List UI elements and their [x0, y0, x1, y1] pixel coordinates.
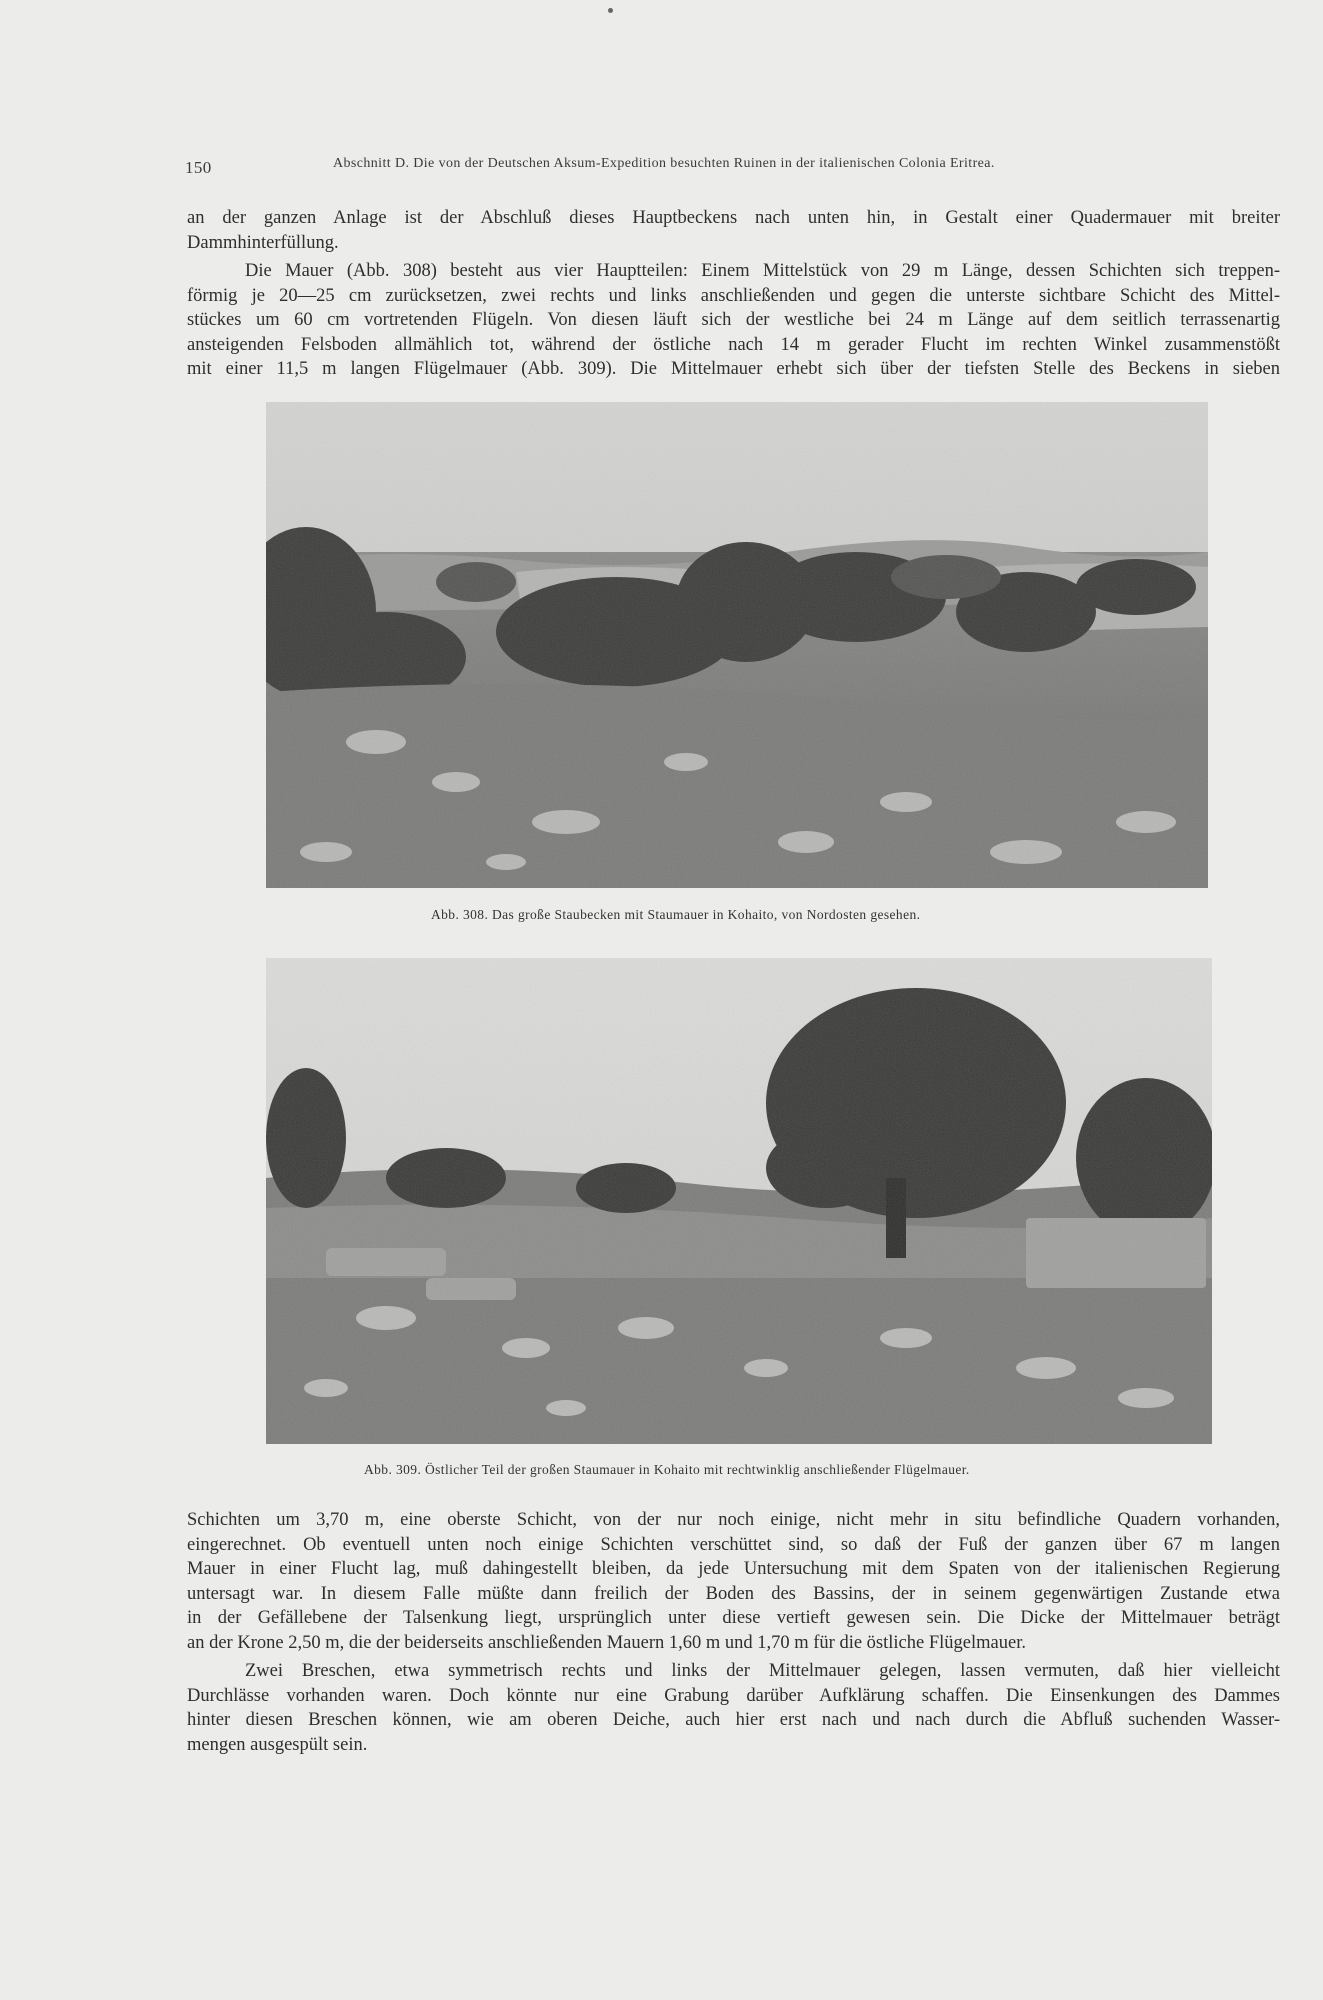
text-line: hinter diesen Breschen können, wie am oberen Deiche, auch hier erst nach und nach durch die Abfluß suchenden Wasser- — [187, 1710, 1280, 1730]
page-number: 150 — [185, 158, 212, 177]
text-line: Durchlässe vorhanden waren. Doch könnte nur eine Grabung darüber Aufklärung schaffen. Die Einsenkungen des Dammes — [187, 1685, 1280, 1706]
text-line: stückes um 60 cm vortretenden Flügeln. Von diesen läuft sich der westliche bei 24 m Länge auf dem seitlich terrassenartig — [187, 310, 1280, 330]
paragraph-intro — [187, 206, 1280, 255]
text-line: an der Krone 2,50 m, die der beiderseits anschließenden Mauern 1,60 m und 1,70 m für die östliche Flügelmauer. — [187, 1632, 1026, 1653]
text-line: mengen ausgespült sein. — [187, 1734, 368, 1755]
text-line: in der Gefällebene der Talsenkung liegt, ursprünglich unter diese vertieft gewesen sein. Die Dicke der Mittelmauer beträgt — [187, 1608, 1280, 1628]
paragraph-wall-description — [187, 259, 1280, 382]
text-line: Zwei Breschen, etwa symmetrisch rechts und links der Mittelmauer gelegen, lassen vermuten, daß hier vielleicht — [245, 1661, 1280, 1681]
text-line: mit einer 11,5 m langen Flügelmauer (Abb. 309). Die Mittelmauer erhebt sich über der tiefsten Stelle des Beckens in sieben — [187, 359, 1280, 379]
text-line: ansteigenden Felsboden allmählich tot, während der östliche nach 14 m gerader Flucht im rechten Winkel zusammenstößt — [187, 334, 1280, 355]
text-line: Dammhinterfüllung. — [187, 232, 339, 253]
text-line: Schichten um 3,70 m, eine oberste Schicht, von der nur noch einige, nicht mehr in situ befindliche Quadern vorhanden, — [187, 1510, 1280, 1530]
text-line: eingerechnet. Ob eventuell unten noch einige Schichten verschüttet sind, so daß der Fuß der ganzen über 67 m langen — [187, 1534, 1280, 1555]
figure-309-photo — [266, 958, 1212, 1444]
text-line: an der ganzen Anlage ist der Abschluß dieses Hauptbeckens nach unten hin, in Gestalt einer Quadermauer mit breiter — [187, 208, 1280, 228]
figure-309-caption: Abb. 309. Östlicher Teil der großen Staumauer in Kohaito mit rechtwinklig anschließender Flügelmauer. — [364, 1462, 970, 1477]
paragraph-breaches — [187, 1659, 1280, 1757]
running-title: Abschnitt D. Die von der Deutschen Aksum-Expedition besuchten Ruinen in der italienischen Colonia Eritrea. — [333, 156, 995, 171]
text-line: förmig je 20—25 cm zurücksetzen, zwei rechts und links anschließenden und gegen die unterste sichtbare Schicht des Mittel- — [187, 285, 1280, 306]
text-line: untersagt war. In diesem Falle müßte dann freilich der Boden des Bassins, der in seinem gegenwärtigen Zustande etwa — [187, 1583, 1280, 1604]
text-line: Mauer in einer Flucht lag, muß dahingestellt bleiben, da jede Untersuchung mit dem Spaten von der italienischen Regierung — [187, 1559, 1280, 1579]
figure-308-caption: Abb. 308. Das große Staubecken mit Staumauer in Kohaito, von Nordosten gesehen. — [431, 907, 921, 922]
figure-308-photo — [266, 402, 1208, 888]
text-line: Die Mauer (Abb. 308) besteht aus vier Hauptteilen: Einem Mittelstück von 29 m Länge, dessen Schichten sich treppen- — [245, 261, 1280, 281]
print-speck — [608, 8, 613, 13]
running-header — [185, 150, 1135, 180]
paragraph-wall-dimensions — [187, 1508, 1280, 1655]
